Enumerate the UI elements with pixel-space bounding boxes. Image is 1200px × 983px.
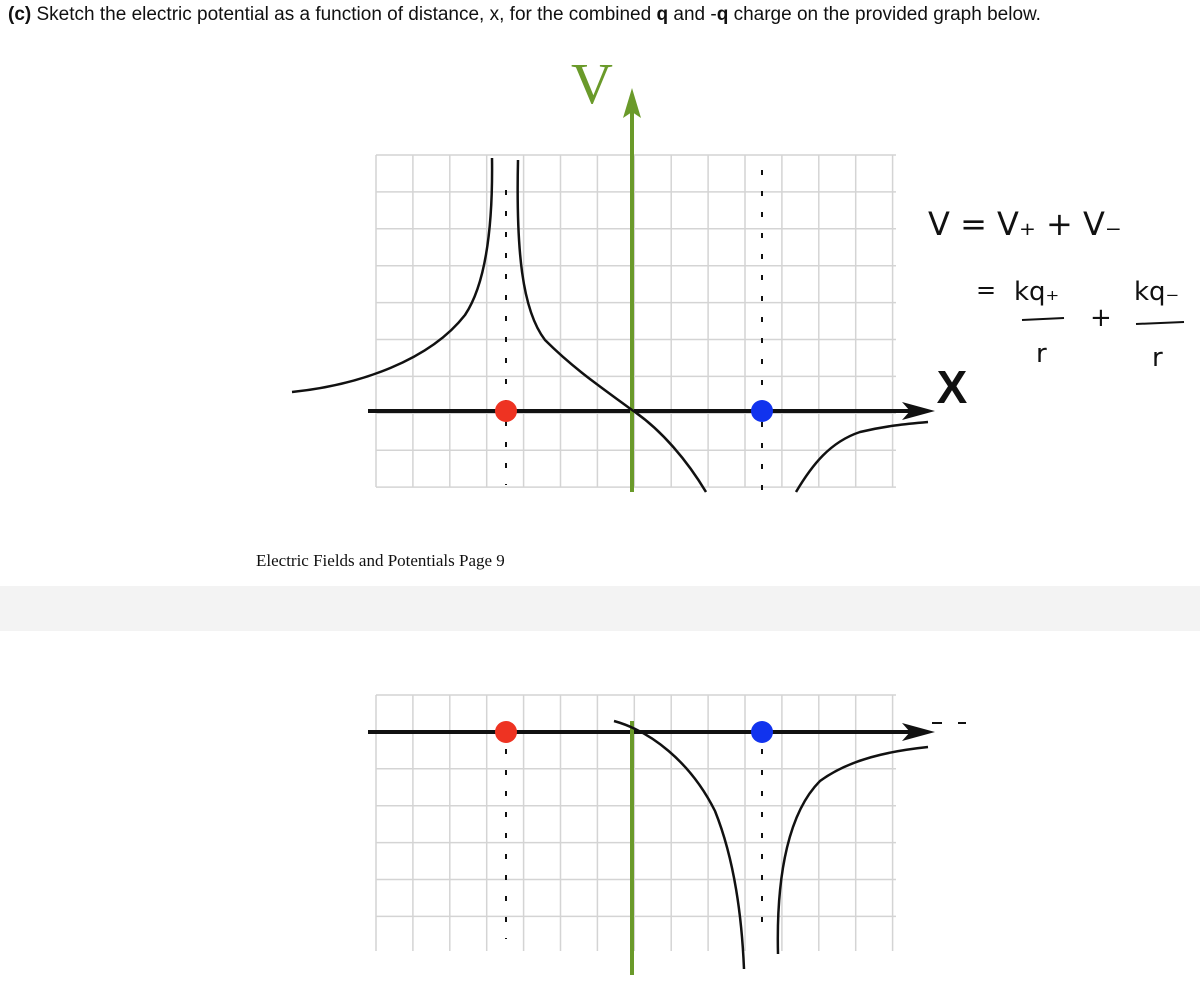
note-fraction-bar-1	[1022, 318, 1064, 320]
y-axis-label: V	[571, 51, 613, 116]
page-break	[0, 586, 1200, 631]
x-axis-label: X	[936, 361, 968, 413]
note-denominator-1: r	[1036, 339, 1047, 369]
question-q1: q	[656, 4, 669, 25]
positive-charge-dot	[495, 721, 517, 743]
question-text-c: charge on the provided graph below.	[728, 4, 1041, 25]
note-equals: =	[976, 276, 997, 304]
note-plus: +	[1090, 303, 1112, 333]
note-numerator-2: kq₋	[1134, 277, 1180, 307]
note-line-1: V = V₊ + V₋	[928, 205, 1122, 243]
note-numerator-1: kq₊	[1014, 277, 1060, 307]
question-part-label: (c)	[8, 4, 32, 25]
note-denominator-2: r	[1152, 343, 1163, 373]
negative-charge-dot	[751, 721, 773, 743]
note-fraction-bar-2	[1136, 322, 1184, 324]
question-q2: q	[716, 4, 729, 25]
page-footer: Electric Fields and Potentials Page 9	[256, 551, 505, 570]
question-text-b: and -	[668, 4, 717, 25]
potential-graph-bottom	[0, 631, 1200, 983]
question-text-a: Sketch the electric potential as a function of distance, x, for the combined	[31, 4, 657, 25]
potential-curve-right-branch	[778, 747, 928, 954]
